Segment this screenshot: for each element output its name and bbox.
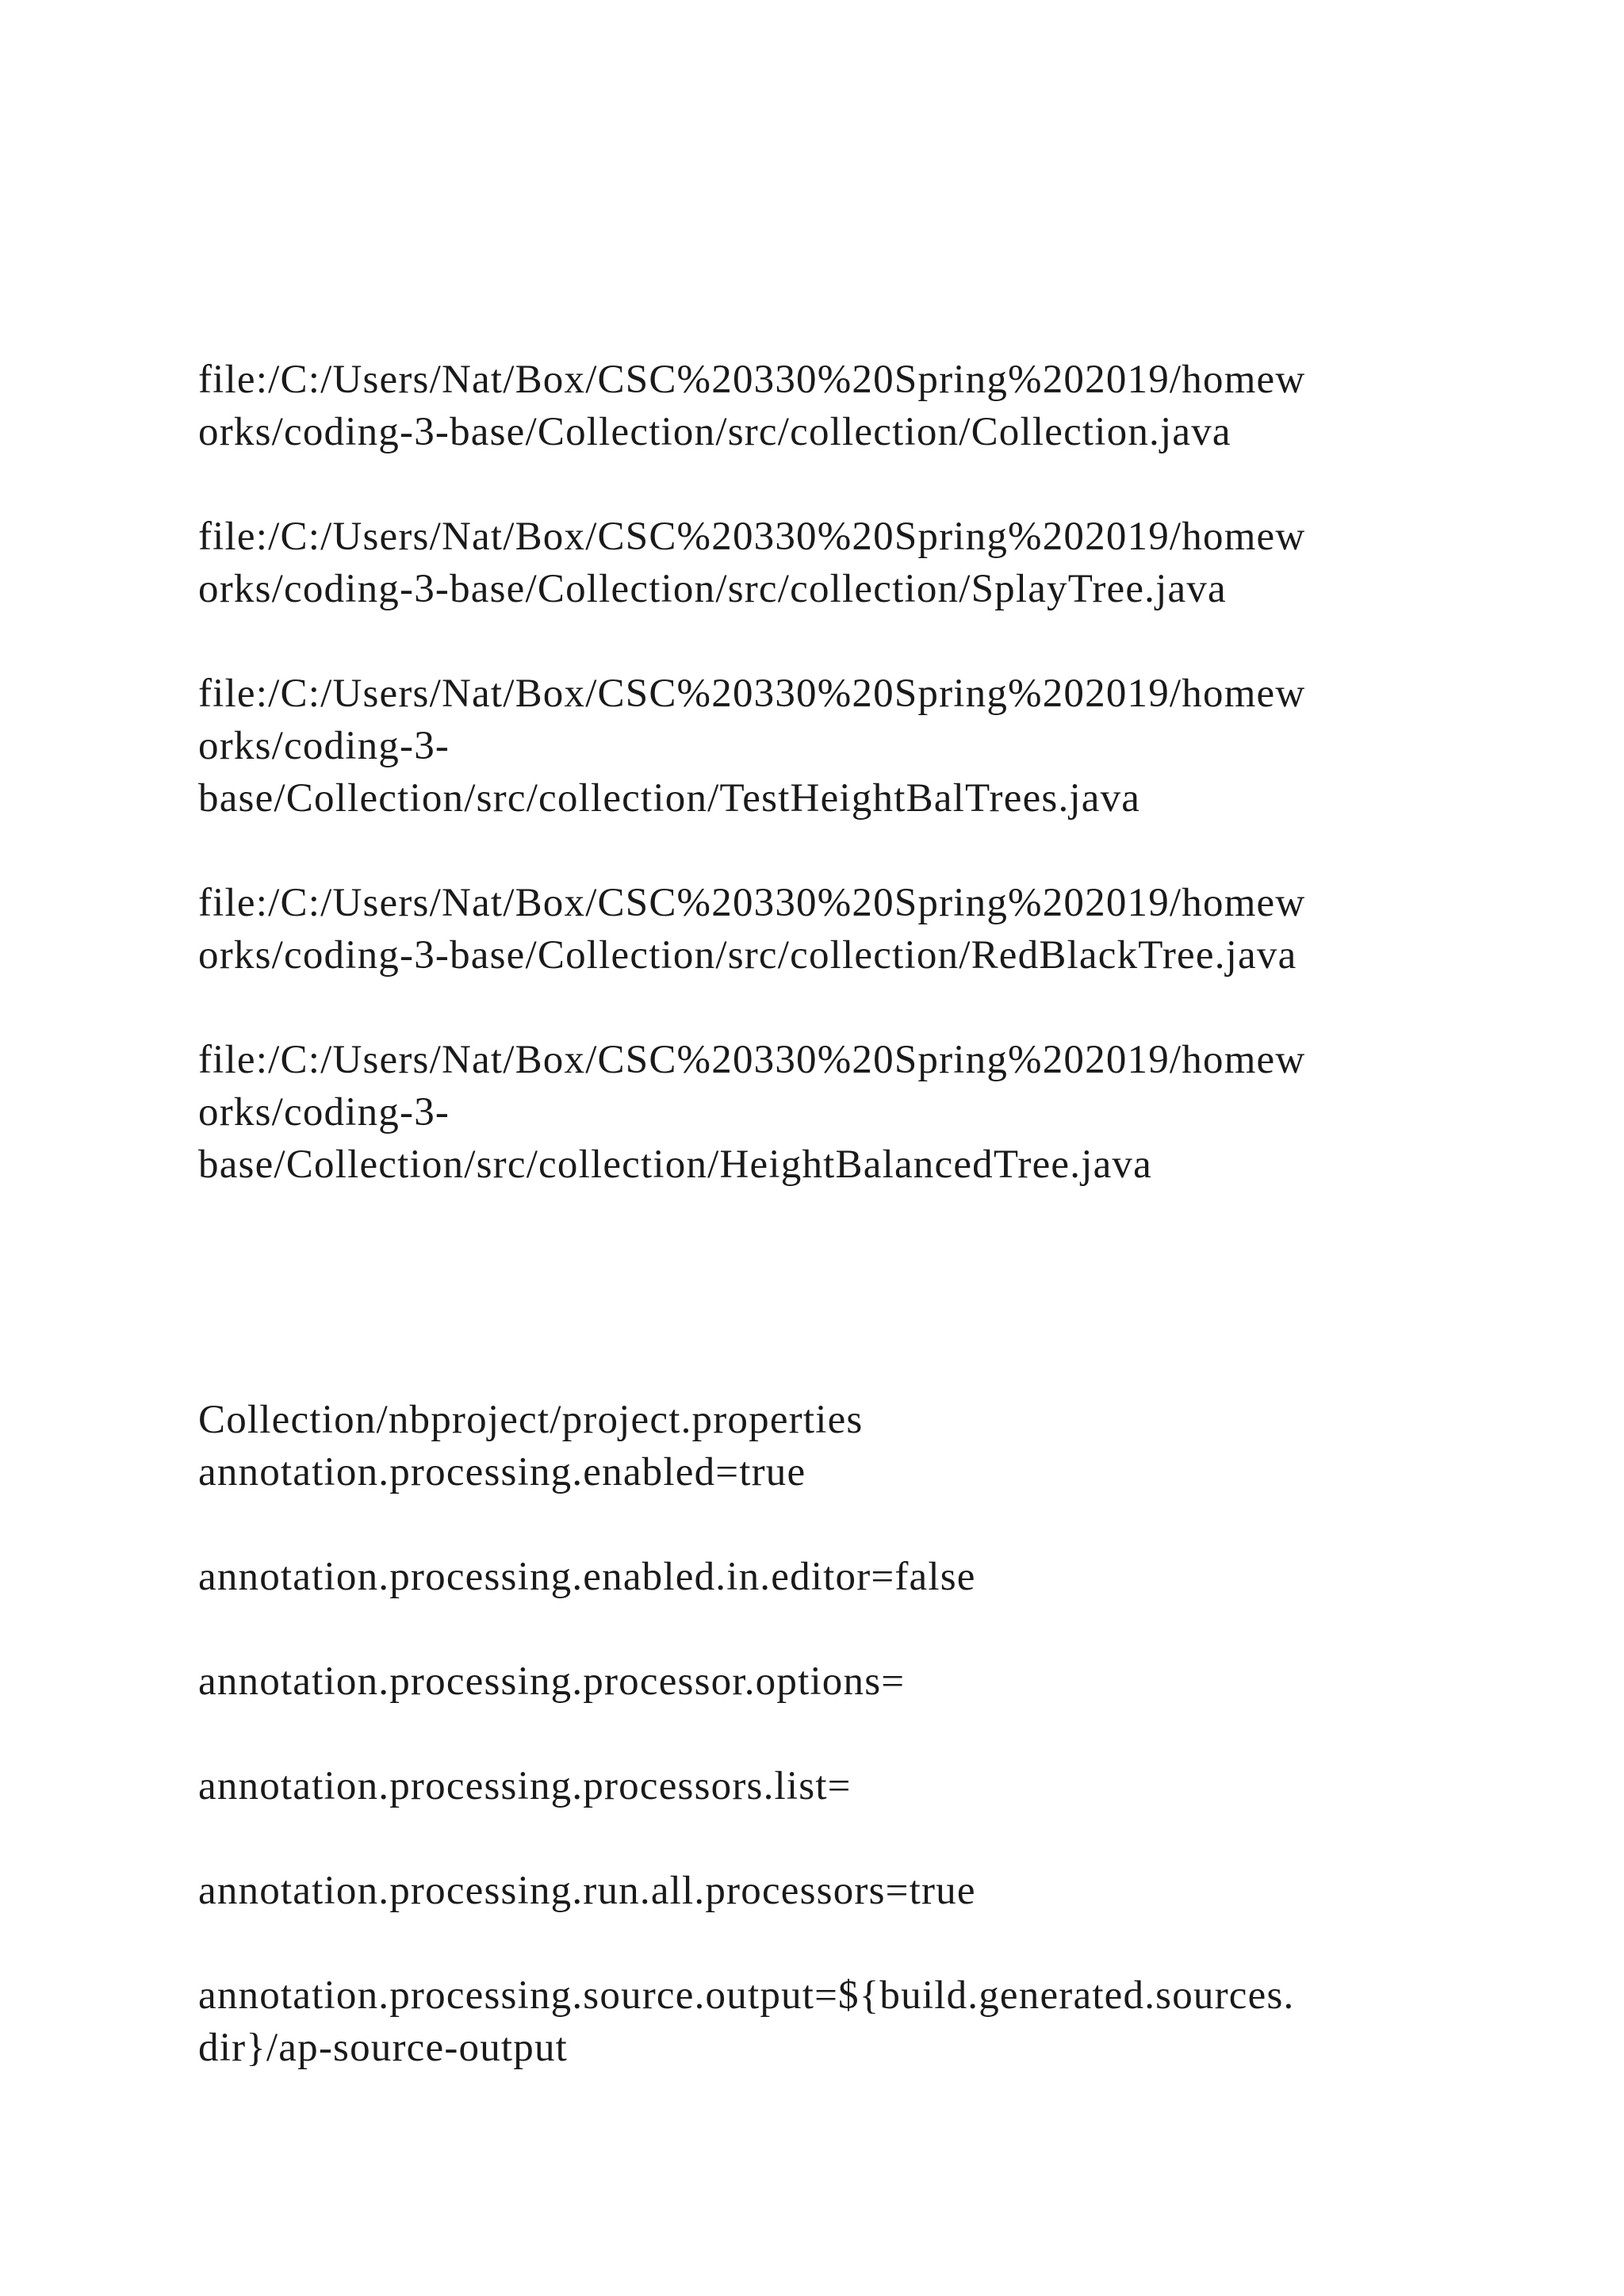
property-entry: annotation.processing.run.all.processors=true (198, 1869, 976, 1913)
property-entry: annotation.processing.source.output=${build.generated.sources. (198, 1973, 1295, 2018)
properties-title-line: Collection/nbproject/project.properties (198, 1398, 864, 1442)
file-link-line: orks/coding-3-base/Collection/src/collection/RedBlackTree.java (198, 933, 1297, 978)
file-link-line: orks/coding-3- (198, 724, 450, 768)
property-entry: annotation.processing.processor.options= (198, 1659, 906, 1704)
file-link-line: orks/coding-3- (198, 1090, 450, 1135)
property-entry: annotation.processing.enabled.in.editor=false (198, 1555, 976, 1599)
property-entry: annotation.processing.processors.list= (198, 1764, 852, 1808)
paragraph-gap (198, 615, 1515, 668)
paragraph-gap (198, 982, 1515, 1034)
file-link-line: orks/coding-3-base/Collection/src/collection/Collection.java (198, 410, 1231, 454)
paragraph-gap (198, 1708, 1515, 1760)
file-link-line: base/Collection/src/collection/TestHeightBalTrees.java (198, 776, 1141, 821)
file-link-line: base/Collection/src/collection/HeightBalancedTree.java (198, 1142, 1152, 1187)
file-link-list (198, 354, 1515, 1191)
file-link-line: file:/C:/Users/Nat/Box/CSC%20330%20Spring%202019/homew (198, 672, 1306, 716)
paragraph-gap (198, 1498, 1515, 1551)
property-entry: dir}/ap-source-output (198, 2026, 569, 2070)
paragraph-gap (198, 458, 1515, 511)
file-link-line: file:/C:/Users/Nat/Box/CSC%20330%20Spring%202019/homew (198, 881, 1306, 925)
file-link-line: file:/C:/Users/Nat/Box/CSC%20330%20Spring%202019/homew (198, 358, 1306, 402)
paragraph-gap (198, 1812, 1515, 1865)
property-entry: annotation.processing.enabled=true (198, 1450, 806, 1494)
properties-file-title (198, 1394, 1515, 1446)
file-link-line: file:/C:/Users/Nat/Box/CSC%20330%20Spring%202019/homew (198, 515, 1306, 559)
paragraph-gap (198, 1917, 1515, 1969)
paragraph-gap (198, 825, 1515, 877)
properties-entry-list (198, 1446, 1515, 2074)
file-link-line: file:/C:/Users/Nat/Box/CSC%20330%20Spring%202019/homew (198, 1038, 1306, 1082)
paragraph-gap (198, 1603, 1515, 1655)
file-link-line: orks/coding-3-base/Collection/src/collection/SplayTree.java (198, 567, 1227, 611)
